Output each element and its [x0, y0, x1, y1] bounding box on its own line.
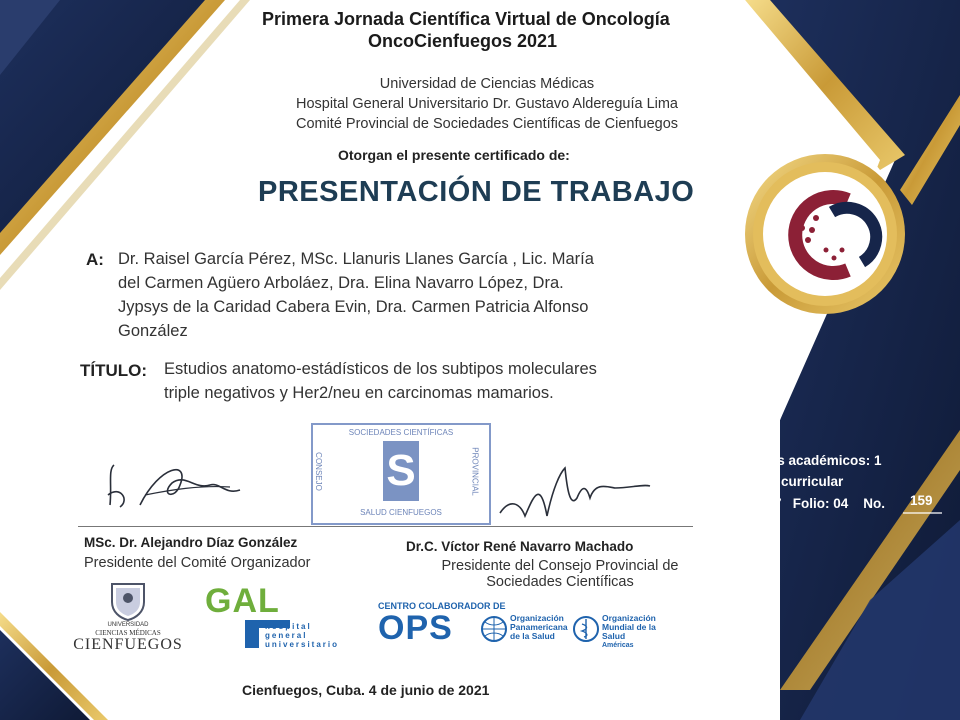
- university-logo-middle: CIENCIAS MÉDICAS: [95, 629, 161, 637]
- recipients-line: González: [118, 322, 188, 340]
- stamp-right-text: PROVINCIAL: [470, 447, 480, 496]
- seal-badge: [745, 154, 905, 314]
- institution-hospital: Hospital General Universitario Dr. Gustavo Aldereguía Lima: [295, 96, 678, 112]
- university-logo-top: UNIVERSIDAD: [107, 622, 149, 628]
- who-line: Mundial de la Salud: [602, 622, 656, 641]
- signatory-left-name: MSc. Dr. Alejandro Díaz González: [84, 535, 298, 550]
- credits-tomo-folio: Tomo: 7 Folio: 04 No.: [730, 496, 885, 511]
- paho-globe-icon: [480, 615, 508, 643]
- university-crest-icon: [108, 580, 148, 622]
- paho-line: de la Salud: [510, 631, 555, 641]
- signatory-right-role-line: Sociedades Científicas: [486, 574, 634, 590]
- ops-letters: OPS: [378, 609, 453, 647]
- credits-curricular: Crédito curricular: [730, 474, 844, 489]
- signature-line: [78, 526, 693, 527]
- gal-hospital-logo: [205, 582, 340, 650]
- signature-right: [495, 458, 655, 523]
- event-subtitle: OncoCienfuegos 2021: [368, 31, 558, 51]
- work-title-text: [164, 357, 724, 405]
- institution-committee: Comité Provincial de Sociedades Científicas de Cienfuegos: [295, 116, 679, 132]
- official-stamp: [311, 423, 491, 525]
- who-line: Organización: [602, 613, 656, 623]
- stamp-left-text: CONSEJO: [313, 452, 323, 491]
- ops-caption: CENTRO COLABORADOR DE: [378, 601, 506, 611]
- signatory-right-role: [410, 558, 710, 590]
- recipients-line: del Carmen Agüero Arboláez, Dra. Elina Navarro López, Dra.: [118, 274, 564, 292]
- gal-logo-letters: GAL: [205, 582, 280, 620]
- signatory-left-role: Presidente del Comité Organizador: [84, 555, 311, 571]
- gal-logo-line: hospital: [265, 622, 312, 631]
- paho-line: Organización: [510, 613, 564, 623]
- gal-logo-text: [265, 622, 339, 649]
- credits-academic: Créditos académicos: 1: [730, 453, 882, 468]
- who-line: Américas: [602, 642, 634, 649]
- stamp-center-mark: S: [383, 441, 419, 501]
- university-logo: [72, 580, 184, 660]
- credits-number: 159: [910, 493, 933, 508]
- paho-line: Panamericana: [510, 622, 568, 632]
- event-title: Primera Jornada Científica Virtual de Oncología: [262, 9, 670, 29]
- institution-university: Universidad de Ciencias Médicas: [379, 76, 595, 92]
- grant-text: Otorgan el presente certificado de:: [338, 147, 570, 163]
- gal-logo-line: general: [265, 631, 308, 640]
- who-text: [602, 614, 678, 650]
- work-title-line: Estudios anatomo-estádísticos de los subtipos moleculares: [164, 360, 597, 378]
- recipients-label: A:: [86, 250, 104, 269]
- paho-text: [510, 614, 568, 641]
- stamp-bottom-text: SALUD CIENFUEGOS: [360, 508, 442, 517]
- signature-left: [100, 455, 250, 520]
- recipients-list: [118, 247, 738, 343]
- signatory-right-name: Dr.C. Víctor René Navarro Machado: [406, 539, 634, 554]
- recipients-line: Jypsys de la Caridad Cabera Evin, Dra. Carmen Patricia Alfonso: [118, 298, 589, 316]
- signatory-right-role-line: Presidente del Consejo Provincial de: [441, 558, 679, 574]
- gal-logo-line: universitario: [265, 640, 340, 649]
- university-logo-name: CIENFUEGOS: [73, 636, 183, 653]
- who-emblem-icon: [572, 615, 600, 643]
- ops-logo: [378, 601, 678, 651]
- recipients-line: Dr. Raisel García Pérez, MSc. Llanuris Llanes García , Lic. María: [118, 250, 594, 268]
- certificate-title: PRESENTACIÓN DE TRABAJO: [258, 176, 695, 208]
- work-title-line: triple negativos y Her2/neu en carcinomas mamarios.: [164, 384, 554, 402]
- stamp-top-text: SOCIEDADES CIENTÍFICAS: [348, 428, 454, 437]
- work-title-label: TÍTULO:: [80, 361, 148, 380]
- footer-place-date: Cienfuegos, Cuba. 4 de junio de 2021: [242, 682, 490, 698]
